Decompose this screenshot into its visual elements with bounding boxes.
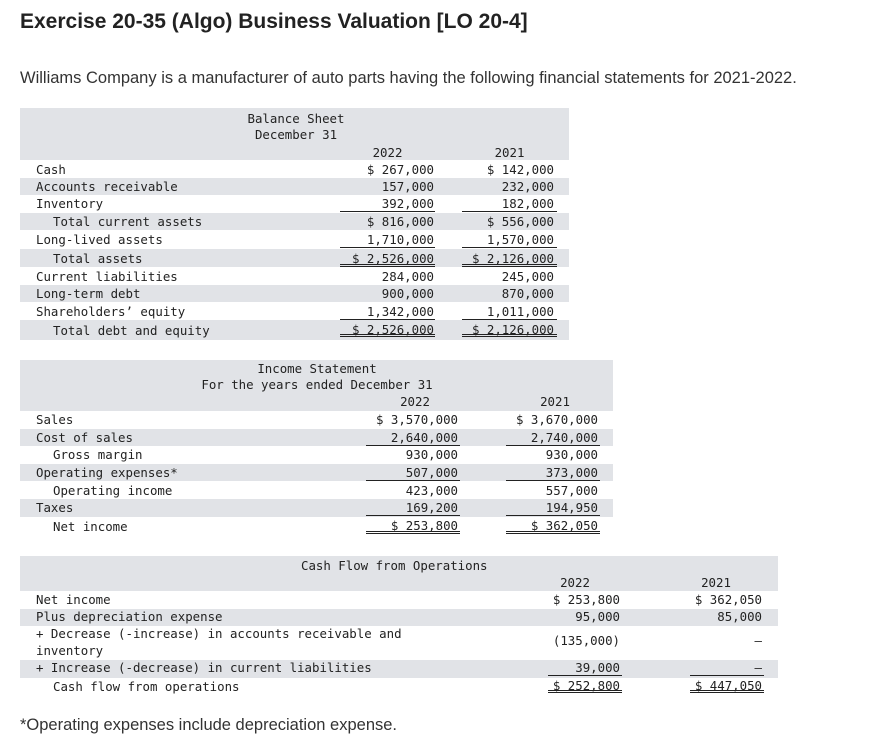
cf-row-label: + Decrease (-increase) in accounts receivable and [36,626,402,641]
balance-sheet-title: Balance Sheet [247,111,345,126]
is-row-label: Sales [36,412,74,427]
bs-row-label: Total current assets [53,214,203,229]
cf-col-2022: 2022 [560,575,590,590]
bs-row-label: Total assets [53,251,143,266]
bs-row-2021: 870,000 [501,286,554,301]
cf-row-2021: – [754,660,762,675]
bs-row-2021: $ 2,126,000 [471,251,554,266]
footnote: *Operating expenses include depreciation expense. [20,716,398,734]
bs-col-2022: 2022 [372,145,403,160]
bs-row-2022: 1,710,000 [366,232,434,247]
is-row-2022: $ 253,800 [390,518,458,533]
cf-col-2021: 2021 [701,575,731,590]
bs-row-2021: $ 556,000 [486,214,554,229]
is-row-2021: 930,000 [545,447,598,462]
cf-row-2022: 95,000 [575,609,620,624]
bs-row-2021: 232,000 [501,179,554,194]
is-row-2022: 423,000 [405,483,458,498]
is-row-label: Operating expenses* [36,465,178,480]
cf-row-2022: $ 252,800 [552,678,620,693]
bs-row-label: Inventory [36,196,104,211]
cf-row-label: Cash flow from operations [53,679,240,694]
is-row-2021: $ 362,050 [530,518,598,533]
bs-row-2022: $ 816,000 [366,214,434,229]
bs-row-label: Cash [36,162,66,177]
cash-flow-title: Cash Flow from Operations [301,558,488,573]
bs-row-2021: $ 2,126,000 [471,322,554,337]
is-row-2022: $ 3,570,000 [375,412,458,427]
bs-row-2022: 157,000 [381,179,434,194]
cf-row-2021: $ 447,050 [694,678,762,693]
is-row-2021: $ 3,670,000 [515,412,598,427]
is-row-2021: 373,000 [545,465,598,480]
is-row-label: Taxes [36,500,74,515]
cf-row-2022: 39,000 [575,660,620,675]
bs-row-label: Long-lived assets [36,232,163,247]
bs-row-label: Shareholders’ equity [36,304,186,319]
cf-row-label: Plus depreciation expense [36,609,223,624]
bs-row-label: Long-term debt [36,286,141,301]
cf-row-2021: – [754,633,762,648]
bs-col-2021: 2021 [494,145,525,160]
bs-row-label: Total debt and equity [53,323,210,338]
balance-sheet-date: December 31 [254,127,338,142]
exercise-title: Exercise 20-35 (Algo) Business Valuation [LO 20-4] [20,10,528,33]
cf-row-label-cont: inventory [36,643,104,658]
is-row-2022: 169,200 [405,500,458,515]
bs-row-2021: 1,570,000 [486,232,554,247]
is-col-2022: 2022 [400,394,430,409]
cf-row-label: + Increase (-decrease) in current liabilities [36,660,372,675]
bs-row-label: Current liabilities [36,269,178,284]
is-row-2021: 2,740,000 [530,430,598,445]
bs-row-2022: 1,342,000 [366,304,434,319]
is-row-2022: 930,000 [405,447,458,462]
bs-row-2021: 182,000 [501,196,554,211]
is-row-label: Net income [53,519,128,534]
is-row-2021: 557,000 [545,483,598,498]
bs-row-2022: 284,000 [381,269,434,284]
intro-text: Williams Company is a manufacturer of auto parts having the following financial statements for 2021-2022. [20,69,797,87]
is-row-2022: 507,000 [405,465,458,480]
is-row-2021: 194,950 [545,500,598,515]
income-statement-period: For the years ended December 31 [201,377,433,392]
bs-row-2022: $ 267,000 [366,162,434,177]
bs-row-2022: $ 2,526,000 [351,322,434,337]
bs-row-2022: 392,000 [381,196,434,211]
cf-row-label: Net income [36,592,111,607]
bs-row-2022: $ 2,526,000 [351,251,434,266]
cf-row-2021: $ 362,050 [694,592,762,607]
bs-row-2021: 245,000 [501,269,554,284]
is-row-2022: 2,640,000 [390,430,458,445]
bs-row-label: Accounts receivable [36,179,178,194]
bs-row-2022: 900,000 [381,286,434,301]
cf-row-2022: (135,000) [552,633,620,648]
bs-row-2021: $ 142,000 [486,162,554,177]
is-row-label: Cost of sales [36,430,133,445]
cf-row-2022: $ 253,800 [552,592,620,607]
is-row-label: Gross margin [53,447,143,462]
is-col-2021: 2021 [540,394,570,409]
bs-row-2021: 1,011,000 [486,304,554,319]
cf-row-2021: 85,000 [717,609,762,624]
is-row-label: Operating income [53,483,173,498]
income-statement-title: Income Statement [257,361,377,376]
